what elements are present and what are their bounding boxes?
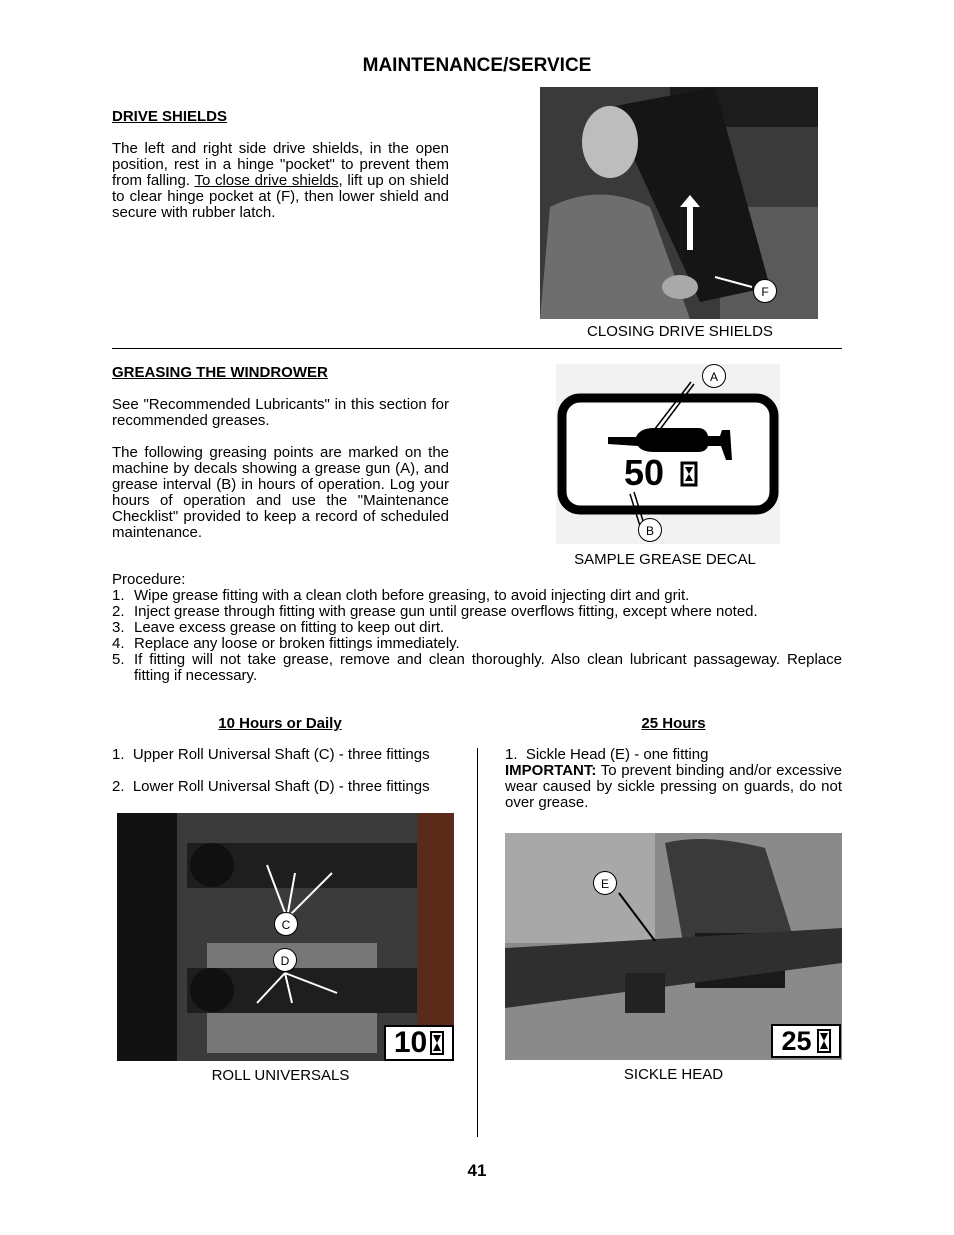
- ten-hours-heading: 10 Hours or Daily: [218, 715, 342, 732]
- callout-a: A: [702, 364, 726, 388]
- callout-b: B: [638, 518, 662, 542]
- procedure-step: [112, 588, 842, 604]
- drive-shields-heading: DRIVE SHIELDS: [112, 108, 228, 125]
- drive-shields-text-underlined: To close drive shields: [194, 172, 339, 189]
- drive-shields-text: [112, 141, 449, 221]
- greasing-para-2: The following greasing points are marked on the machine by decals showing a grease gun (A), and grease interval (B) in hours of operation. Log your hours of operation and use the "Maintenance Checklist" provided to keep a record of scheduled maintenance.: [112, 444, 449, 541]
- callout-e: E: [593, 871, 617, 895]
- step-number: 1.: [112, 587, 125, 604]
- hourglass-icon: [817, 1029, 831, 1053]
- procedure-step: [112, 636, 842, 652]
- column-divider: [477, 748, 478, 1137]
- grease-gun-decal-graphic: [556, 364, 780, 544]
- sickle-head-photo: [505, 833, 842, 1060]
- step-text: Wipe grease fitting with a clean cloth before greasing, to avoid injecting dirt and grit.: [134, 587, 690, 604]
- step-text: Leave excess grease on fitting to keep out dirt.: [134, 619, 445, 636]
- roll-universals-illustration: [117, 813, 454, 1061]
- important-label: IMPORTANT:: [505, 762, 597, 779]
- ten-hour-badge: [384, 1025, 454, 1061]
- drive-shields-text-1: The left and right side drive shields, in the open position, rest in a hinge "pocket" to prevent them from falling.: [112, 140, 449, 189]
- step-text: If fitting will not take grease, remove and clean thoroughly. Also clean lubricant passageway. Replace fitting if necessary.: [134, 651, 842, 684]
- roll-universals-photo: [117, 813, 454, 1061]
- grease-decal-caption: SAMPLE GREASE DECAL: [574, 551, 756, 568]
- twentyfive-hours-item-1: 1. Sickle Head (E) - one fitting: [505, 746, 709, 763]
- twentyfive-hour-badge: [771, 1024, 841, 1058]
- sickle-head-caption: SICKLE HEAD: [623, 1066, 724, 1083]
- step-number: 4.: [112, 635, 125, 652]
- procedure-list: [112, 588, 842, 684]
- step-number: 5.: [112, 651, 125, 668]
- step-number: 2.: [112, 603, 125, 620]
- roll-universals-caption: ROLL UNIVERSALS: [211, 1067, 350, 1084]
- procedure-step: [112, 620, 842, 636]
- callout-d: D: [273, 948, 297, 972]
- procedure-step: [112, 604, 842, 620]
- section-divider: [112, 348, 842, 349]
- step-text: Inject grease through fitting with grease gun until grease overflows fitting, except where noted.: [134, 603, 758, 620]
- ten-hour-badge-value: 10: [393, 1026, 428, 1059]
- twentyfive-hours-heading: 25 Hours: [641, 715, 706, 732]
- greasing-para-1: See "Recommended Lubricants" in this section for recommended greases.: [112, 396, 449, 429]
- drive-shields-caption: CLOSING DRIVE SHIELDS: [587, 323, 773, 340]
- callout-c: C: [274, 912, 298, 936]
- step-text: Replace any loose or broken fittings immediately.: [134, 635, 460, 652]
- grease-decal: [556, 364, 780, 544]
- twentyfive-hour-badge-value: 25: [781, 1025, 812, 1056]
- step-number: 3.: [112, 619, 125, 636]
- callout-f: F: [753, 279, 777, 303]
- important-note: [505, 763, 842, 811]
- ten-hours-item-1: 1. Upper Roll Universal Shaft (C) - three fittings: [112, 746, 430, 763]
- important-text: To prevent binding and/or excessive wear caused by sickle pressing on guards, do not over grease.: [505, 762, 842, 811]
- drive-shields-illustration: [540, 87, 818, 319]
- drive-shields-text-2: , lift up on shield to clear hinge pocket at (F), then lower shield and secure with rubber latch.: [112, 172, 449, 221]
- procedure-step: [112, 652, 842, 684]
- page-number: 41: [467, 1161, 487, 1180]
- ten-hours-item-2: 2. Lower Roll Universal Shaft (D) - three fittings: [112, 778, 430, 795]
- procedure-label: Procedure:: [112, 571, 186, 588]
- decal-hours: 50: [624, 452, 665, 493]
- hourglass-icon: [430, 1031, 444, 1055]
- page-title: MAINTENANCE/SERVICE: [362, 55, 592, 76]
- drive-shields-photo: [540, 87, 818, 319]
- greasing-heading: GREASING THE WINDROWER: [112, 364, 328, 381]
